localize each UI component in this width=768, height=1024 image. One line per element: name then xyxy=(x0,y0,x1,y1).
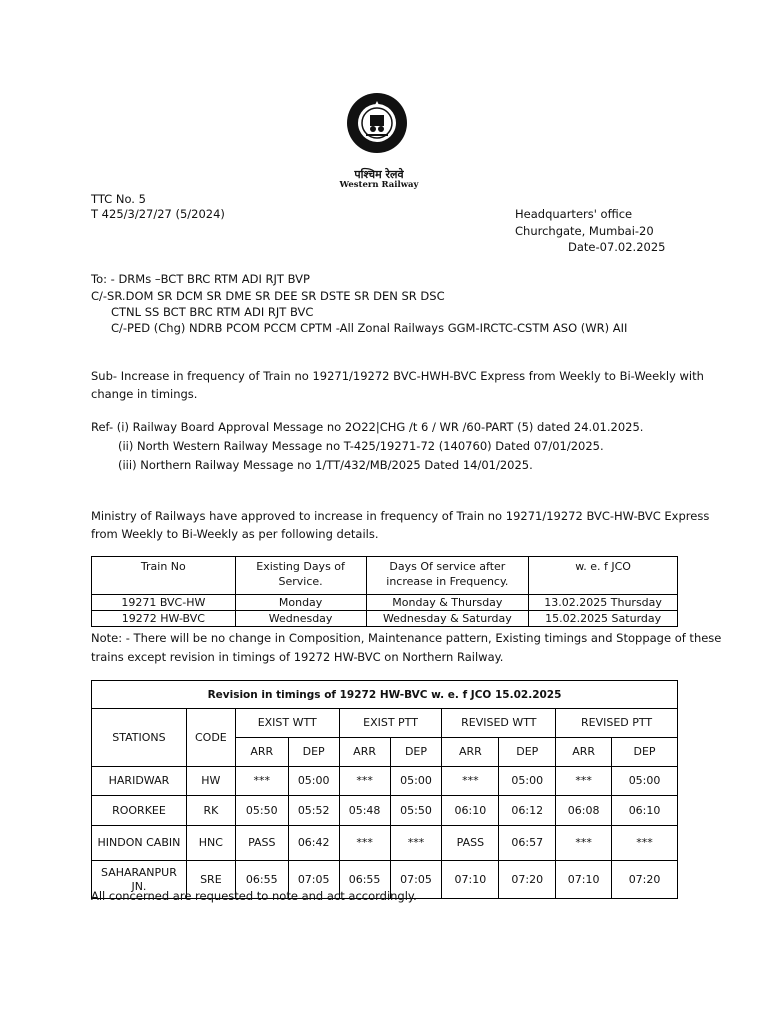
time-cell: *** xyxy=(390,826,442,861)
existing-days: Wednesday xyxy=(235,611,366,627)
header-revised-wtt: REVISED WTT xyxy=(442,709,556,738)
office-line-1: Headquarters' office xyxy=(515,207,633,221)
header-exist-ptt: EXIST PTT xyxy=(339,709,442,738)
table-row xyxy=(92,611,678,627)
body-line-2: from Weekly to Bi-Weekly as per following details. xyxy=(91,527,379,541)
table-row xyxy=(92,595,678,611)
subject-line-2: change in timings. xyxy=(91,387,198,401)
time-cell: *** xyxy=(556,826,612,861)
header-stations: STATIONS xyxy=(92,709,187,767)
time-cell: 06:10 xyxy=(442,796,499,826)
timing-revision-table xyxy=(91,680,678,899)
station-code: SRE xyxy=(186,861,235,899)
time-cell: 06:10 xyxy=(612,796,678,826)
header-arr: ARR xyxy=(442,738,499,767)
wef-date: 13.02.2025 Thursday xyxy=(529,595,678,611)
header-train-no: Train No xyxy=(92,557,236,595)
time-cell: 06:57 xyxy=(499,826,556,861)
timing-title-row xyxy=(92,681,678,709)
station-name: HARIDWAR xyxy=(92,767,187,796)
subject-line-1: Sub- Increase in frequency of Train no 19271/19272 BVC-HWH-BVC Express from Weekly to Bi-Weekly with xyxy=(91,369,704,383)
station-code: RK xyxy=(186,796,235,826)
header-dep: DEP xyxy=(288,738,339,767)
reference-3: (iii) Northern Railway Message no 1/TT/432/MB/2025 Dated 14/01/2025. xyxy=(118,458,533,472)
time-cell: *** xyxy=(235,767,288,796)
header-wef: w. e. f JCO xyxy=(529,557,678,595)
note-line-1: Note: - There will be no change in Composition, Maintenance pattern, Existing timings and Stoppage of these xyxy=(91,631,722,645)
time-cell: 05:48 xyxy=(339,796,390,826)
time-cell: 07:20 xyxy=(612,861,678,899)
train-number: 19271 BVC-HW xyxy=(92,595,236,611)
time-cell: *** xyxy=(612,826,678,861)
time-cell: 05:52 xyxy=(288,796,339,826)
addressee-copy-1: C/-SR.DOM SR DCM SR DME SR DEE SR DSTE SR DEN SR DSC xyxy=(91,289,445,303)
time-cell: *** xyxy=(339,826,390,861)
time-cell: 06:12 xyxy=(499,796,556,826)
logo-english-name: Western Railway xyxy=(339,180,419,190)
header-arr: ARR xyxy=(235,738,288,767)
time-cell: 06:08 xyxy=(556,796,612,826)
time-cell: 06:55 xyxy=(235,861,288,899)
time-cell: *** xyxy=(339,767,390,796)
time-cell: 05:00 xyxy=(288,767,339,796)
note-line-2: trains except revision in timings of 19272 HW-BVC on Northern Railway. xyxy=(91,650,504,664)
header-arr: ARR xyxy=(556,738,612,767)
station-name: HINDON CABIN xyxy=(92,826,187,861)
timing-table-title: Revision in timings of 19272 HW-BVC w. e. f JCO 15.02.2025 xyxy=(92,681,678,709)
table-header-row xyxy=(92,557,678,595)
station-name: SAHARANPUR JN. xyxy=(92,861,187,899)
table-row xyxy=(92,826,678,861)
header-dep: DEP xyxy=(612,738,678,767)
time-cell: *** xyxy=(442,767,499,796)
time-cell: 07:05 xyxy=(288,861,339,899)
existing-days: Monday xyxy=(235,595,366,611)
time-cell: *** xyxy=(556,767,612,796)
ttc-number: TTC No. 5 xyxy=(91,192,146,206)
time-cell: 07:05 xyxy=(390,861,442,899)
reference-2: (ii) North Western Railway Message no T-425/19271-72 (140760) Dated 07/01/2025. xyxy=(118,439,604,453)
time-cell: 05:50 xyxy=(390,796,442,826)
service-frequency-table xyxy=(91,556,678,627)
days-after: Monday & Thursday xyxy=(366,595,529,611)
time-cell: 05:50 xyxy=(235,796,288,826)
station-name: ROORKEE xyxy=(92,796,187,826)
days-after: Wednesday & Saturday xyxy=(366,611,529,627)
addressee-to: To: - DRMs –BCT BRC RTM ADI RJT BVP xyxy=(91,272,310,286)
station-code: HNC xyxy=(186,826,235,861)
addressee-copy-2: CTNL SS BCT BRC RTM ADI RJT BVC xyxy=(111,305,314,319)
header-days-after: Days Of service after increase in Frequency. xyxy=(366,557,529,595)
header-revised-ptt: REVISED PTT xyxy=(556,709,678,738)
logo-hindi-name: पश्चिम रेलवे xyxy=(354,168,404,181)
wef-date: 15.02.2025 Saturday xyxy=(529,611,678,627)
table-row xyxy=(92,796,678,826)
office-line-2: Churchgate, Mumbai-20 xyxy=(515,224,654,238)
reference-number: T 425/3/27/27 (5/2024) xyxy=(91,207,225,221)
western-railway-logo xyxy=(346,92,408,154)
time-cell: 07:10 xyxy=(442,861,499,899)
body-line-1: Ministry of Railways have approved to increase in frequency of Train no 19271/19272 BVC-HW-BVC Express xyxy=(91,509,710,523)
header-code: CODE xyxy=(186,709,235,767)
header-dep: DEP xyxy=(499,738,556,767)
time-cell: 06:42 xyxy=(288,826,339,861)
header-exist-wtt: EXIST WTT xyxy=(235,709,339,738)
time-cell: 05:00 xyxy=(499,767,556,796)
time-cell: 05:00 xyxy=(612,767,678,796)
header-arr: ARR xyxy=(339,738,390,767)
reference-1: Ref- (i) Railway Board Approval Message no 2O22|CHG /t 6 / WR /60-PART (5) dated 24.01.2025. xyxy=(91,420,644,434)
time-cell: 07:10 xyxy=(556,861,612,899)
header-dep: DEP xyxy=(390,738,442,767)
letter-date: Date-07.02.2025 xyxy=(568,240,666,254)
train-number: 19272 HW-BVC xyxy=(92,611,236,627)
station-code: HW xyxy=(186,767,235,796)
time-cell: 07:20 xyxy=(499,861,556,899)
table-row xyxy=(92,767,678,796)
addressee-copy-3: C/-PED (Chg) NDRB PCOM PCCM CPTM -All Zonal Railways GGM-IRCTC-CSTM ASO (WR) AII xyxy=(111,321,628,335)
time-cell: 06:55 xyxy=(339,861,390,899)
closing-line: All concerned are requested to note and act accordingly. xyxy=(91,889,417,903)
time-cell: PASS xyxy=(442,826,499,861)
timing-group-header-row xyxy=(92,709,678,738)
time-cell: 05:00 xyxy=(390,767,442,796)
header-existing-days: Existing Days of Service. xyxy=(235,557,366,595)
time-cell: PASS xyxy=(235,826,288,861)
